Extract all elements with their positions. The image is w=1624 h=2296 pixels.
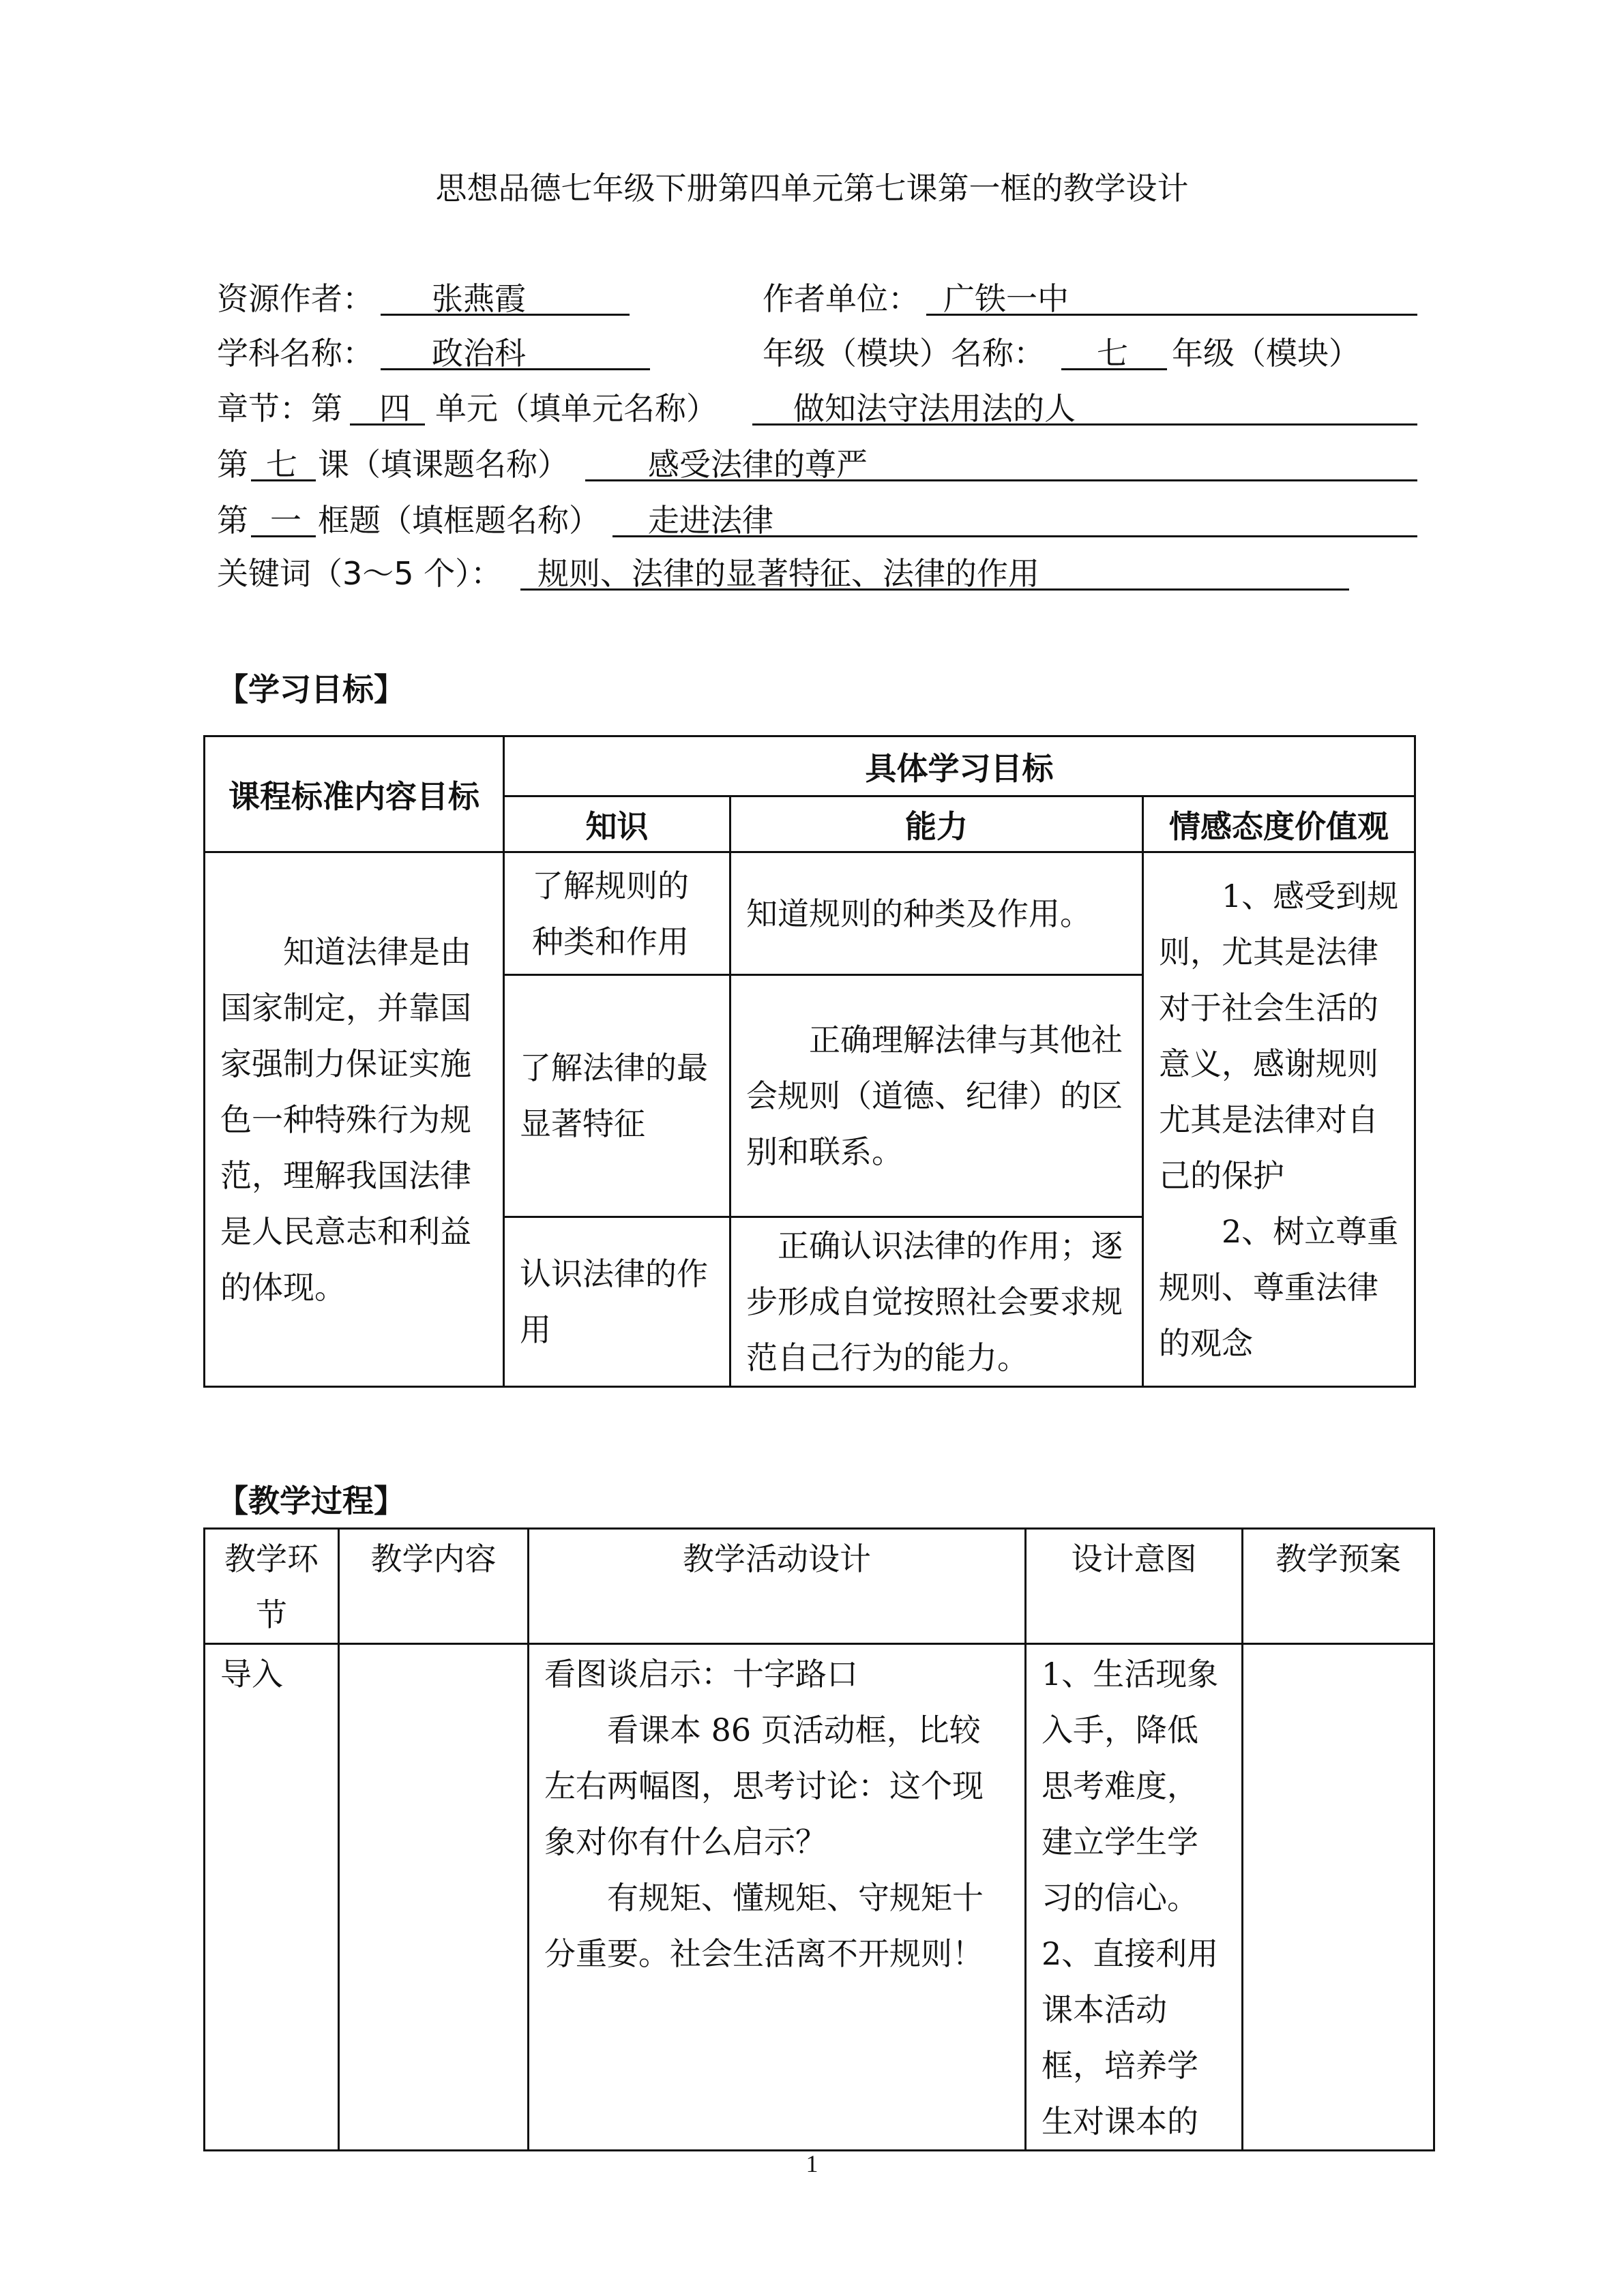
header-standard: 课程标准内容目标: [205, 736, 504, 852]
emotion-text-1: 1、感受到规则，尤其是法律对于社会生活的意义，感谢规则尤其是法律对自己的保护: [1159, 877, 1399, 1194]
lesson-prefix: 第: [217, 446, 248, 483]
process-header-activity-text: 教学活动设计: [683, 1540, 871, 1577]
header-ability: 能力: [730, 796, 1143, 852]
knowledge-cell-2: [504, 975, 730, 1217]
page-number: 1: [806, 2150, 818, 2177]
author-label: 资源作者：: [217, 280, 374, 317]
meta-chapter-row: [217, 384, 1417, 425]
header-emotion: 情感态度价值观: [1143, 796, 1415, 852]
meta-lesson-row: [217, 440, 1417, 481]
ability-text-3: 正确认识法律的作用；逐步形成自觉按照社会要求规范自己行为的能力。: [746, 1227, 1123, 1376]
meta-frame-row: [217, 496, 1417, 537]
chapter-mid: 单元（填单元名称）: [435, 390, 718, 427]
process-intent-2: 2、直接利用课本活动框，培养学生对课本的: [1042, 1935, 1219, 2140]
chapter-num: 四: [379, 390, 411, 427]
author-value: 张燕霞: [432, 280, 526, 317]
meta-keywords-row: [217, 549, 1417, 590]
ability-cell-1: [730, 852, 1143, 975]
ability-cell-3: [730, 1217, 1143, 1387]
knowledge-cell-1: [504, 852, 730, 975]
chapter-prefix: 章节：第: [217, 390, 342, 427]
meta-subject-row: [217, 329, 1417, 370]
process-activity-title: 看图谈启示：十字路口: [544, 1656, 858, 1693]
ability-text-2: 正确理解法律与其他社会规则（道德、纪律）的区别和联系。: [746, 1022, 1123, 1170]
lesson-mid: 课（填课题名称）: [318, 446, 569, 483]
frame-prefix: 第: [217, 502, 248, 539]
knowledge-text-2: 了解法律的最显著特征: [520, 1049, 708, 1142]
ability-cell-2: [730, 975, 1143, 1217]
process-header-stage: [205, 1529, 339, 1644]
grade-value: 七: [1097, 335, 1128, 372]
process-content-cell: [339, 1644, 529, 2151]
standard-cell: [205, 852, 504, 1387]
process-plan-cell: [1243, 1644, 1434, 2151]
process-header-content: [339, 1529, 529, 1644]
standard-text: 知道法律是由国家制定，并靠国家强制力保证实施色一种特殊行为规范，理解我国法律是人民意志和利益的体现。: [220, 933, 471, 1306]
chapter-name: 做知法守法用法的人: [793, 390, 1076, 427]
process-activity-p1: 看课本 86 页活动框，比较左右两幅图，思考讨论：这个现象对你有什么启示？: [544, 1712, 984, 1860]
subject-label: 学科名称：: [217, 335, 374, 372]
header-specific: 具体学习目标: [504, 736, 1415, 796]
knowledge-text-3: 认识法律的作用: [520, 1255, 708, 1348]
process-activity-cell: [529, 1644, 1026, 2151]
frame-mid: 框题（填框题名称）: [318, 502, 600, 539]
process-intent-1: 1、生活现象入手，降低思考难度，建立学生学习的信心。: [1042, 1656, 1219, 1916]
process-header-intent: [1026, 1529, 1243, 1644]
unit-label: 作者单位：: [763, 280, 919, 317]
knowledge-text-1: 了解规则的种类和作用: [532, 867, 689, 960]
frame-num: 一: [270, 502, 301, 539]
frame-name: 走进法律: [648, 502, 773, 539]
process-header-plan: [1243, 1529, 1434, 1644]
header-knowledge: 知识: [504, 796, 730, 852]
process-header-content-text: 教学内容: [370, 1540, 497, 1577]
grade-label: 年级（模块）名称：: [763, 335, 1045, 372]
meta-author-row: [217, 274, 1417, 315]
lesson-num: 七: [266, 446, 297, 483]
process-activity-p2: 有规矩、懂规矩、守规矩十分重要。社会生活离不开规则！: [544, 1879, 984, 1972]
emotion-cell: [1143, 852, 1415, 1387]
process-intent-cell: [1026, 1644, 1243, 2151]
process-table: [203, 1527, 1435, 2151]
objectives-section-title: 【学习目标】: [217, 671, 405, 708]
process-header-intent-text: 设计意图: [1071, 1540, 1197, 1577]
subject-value: 政治科: [432, 335, 526, 372]
keywords-label: 关键词（3～5 个）：: [217, 555, 503, 592]
process-header-stage-text: 教学环节: [224, 1540, 319, 1633]
unit-value: 广铁一中: [943, 280, 1069, 317]
grade-suffix: 年级（模块）: [1172, 335, 1360, 372]
process-stage-cell: [205, 1644, 339, 2151]
objectives-table: [203, 735, 1416, 1388]
keywords-value: 规则、法律的显著特征、法律的作用: [537, 555, 1039, 592]
process-header-plan-text: 教学预案: [1275, 1540, 1401, 1577]
knowledge-cell-3: [504, 1217, 730, 1387]
process-section-title: 【教学过程】: [217, 1482, 405, 1519]
lesson-name: 感受法律的尊严: [648, 446, 868, 483]
process-header-activity: [529, 1529, 1026, 1644]
process-stage-text: 导入: [220, 1656, 283, 1693]
ability-text-1: 知道规则的种类及作用。: [746, 895, 1091, 932]
document-title: 思想品德七年级下册第四单元第七课第一框的教学设计: [435, 170, 1189, 207]
emotion-text-2: 2、树立尊重规则、尊重法律的观念: [1159, 1212, 1399, 1362]
